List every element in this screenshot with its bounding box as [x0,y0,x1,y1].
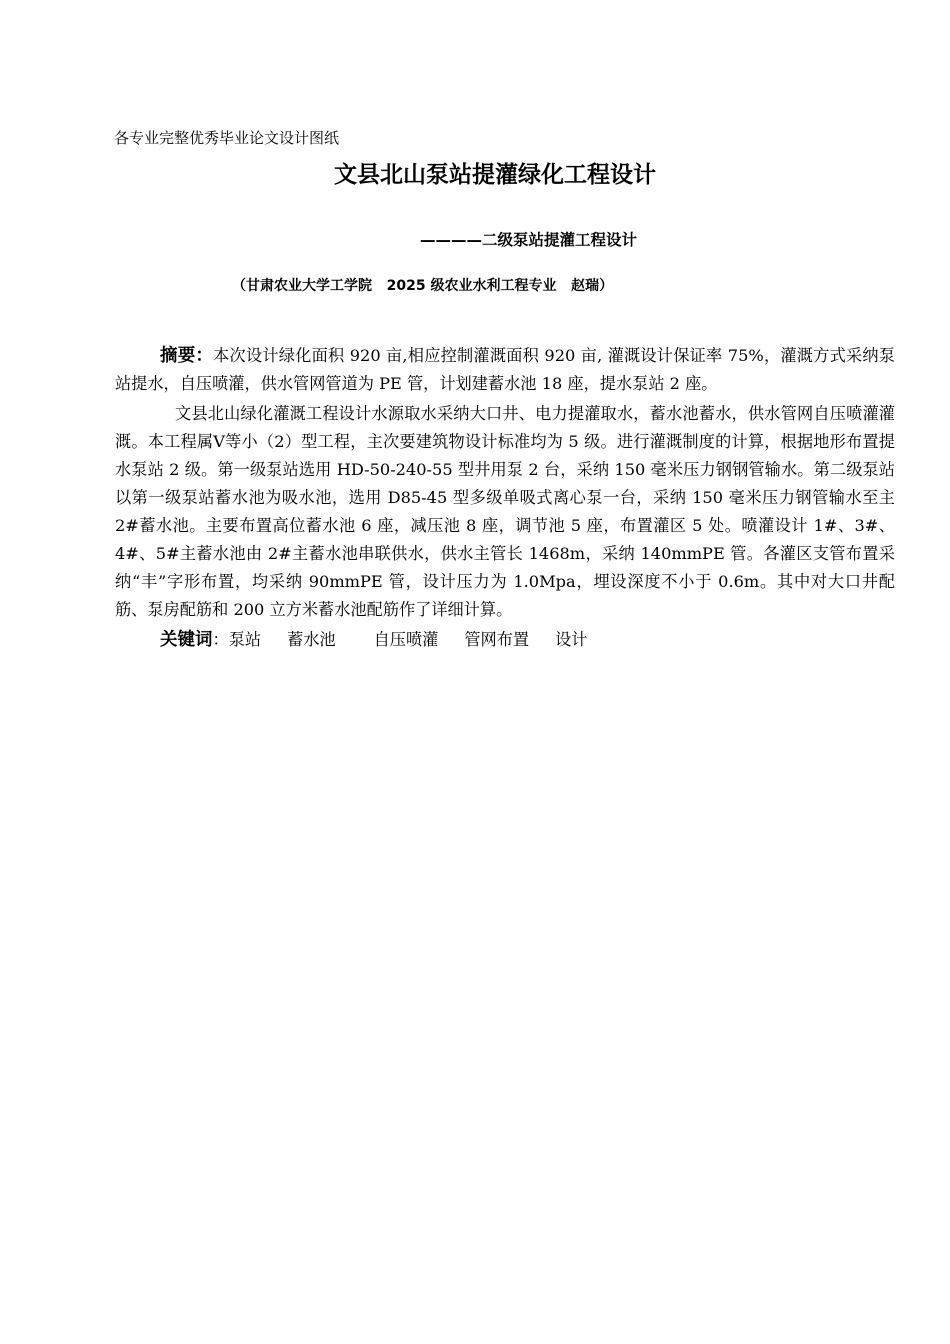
keyword-item: 管网布置 [464,630,530,649]
keyword-item: 蓄水池 [287,630,336,649]
abstract-paragraph-1-text: 本次设计绿化面积 920 亩,相应控制灌溉面积 920 亩, 灌溉设计保证率 75%，灌溉方式采纳泵站提水，自压喷灌，供水管网管道为 PE 管，计划建蓄水池 18 座，提水泵站 2 座。 [115,346,895,393]
abstract-paragraph-1 [115,342,895,398]
abstract-section [115,342,895,654]
keywords-line [115,626,895,654]
abstract-paragraph-2: 文县北山绿化灌溉工程设计水源取水采纳大口井、电力提灌取水，蓄水池蓄水，供水管网自压喷灌灌溉。本工程属Ⅴ等小（2）型工程，主次要建筑物设计标准均为 5 级。进行灌溉制度的计算，根据地形布置提水泵站 2 级。第一级泵站选用 HD-50-240-55 型井用泵 2 台，采纳 150 毫米压力钢钢管输水。第二级泵站以第一级泵站蓄水池为吸水池，选用 D85-45 型多级单吸式离心泵一台，采纳 150 毫米压力钢管输水至主 2#蓄水池。主要布置高位蓄水池 6 座，减压池 8 座，调节池 5 座，布置灌区 5 处。喷灌设计 1#、3#、4#、5#主蓄水池由 2#主蓄水池串联供水，供水主管长 1468m，采纳 140mmPE 管。各灌区支管布置采纳“丰”字形布置，均采纳 90mmPE 管，设计压力为 1.0Mpa，埋设深度不小于 0.6m。其中对大口井配筋、泵房配筋和 200 立方米蓄水池配筋作了详细计算。 [115,404,895,619]
keywords-separator: ： [212,630,229,649]
keywords-label: 关键词 [160,630,213,650]
keyword-item: 自压喷灌 [373,630,439,649]
keyword-item: 设计 [555,630,588,649]
author-line: （甘肃农业大学工学院 2025 级农业水利工程专业 赵瑞） [232,278,614,294]
keyword-item: 泵站 [228,630,262,649]
document-subtitle: ————二级泵站提灌工程设计 [420,231,638,249]
document-title: 文县北山泵站提灌绿化工程设计 [334,162,656,188]
abstract-label: 摘要： [160,346,214,366]
header-note: 各专业完整优秀毕业论文设计图纸 [114,129,340,147]
